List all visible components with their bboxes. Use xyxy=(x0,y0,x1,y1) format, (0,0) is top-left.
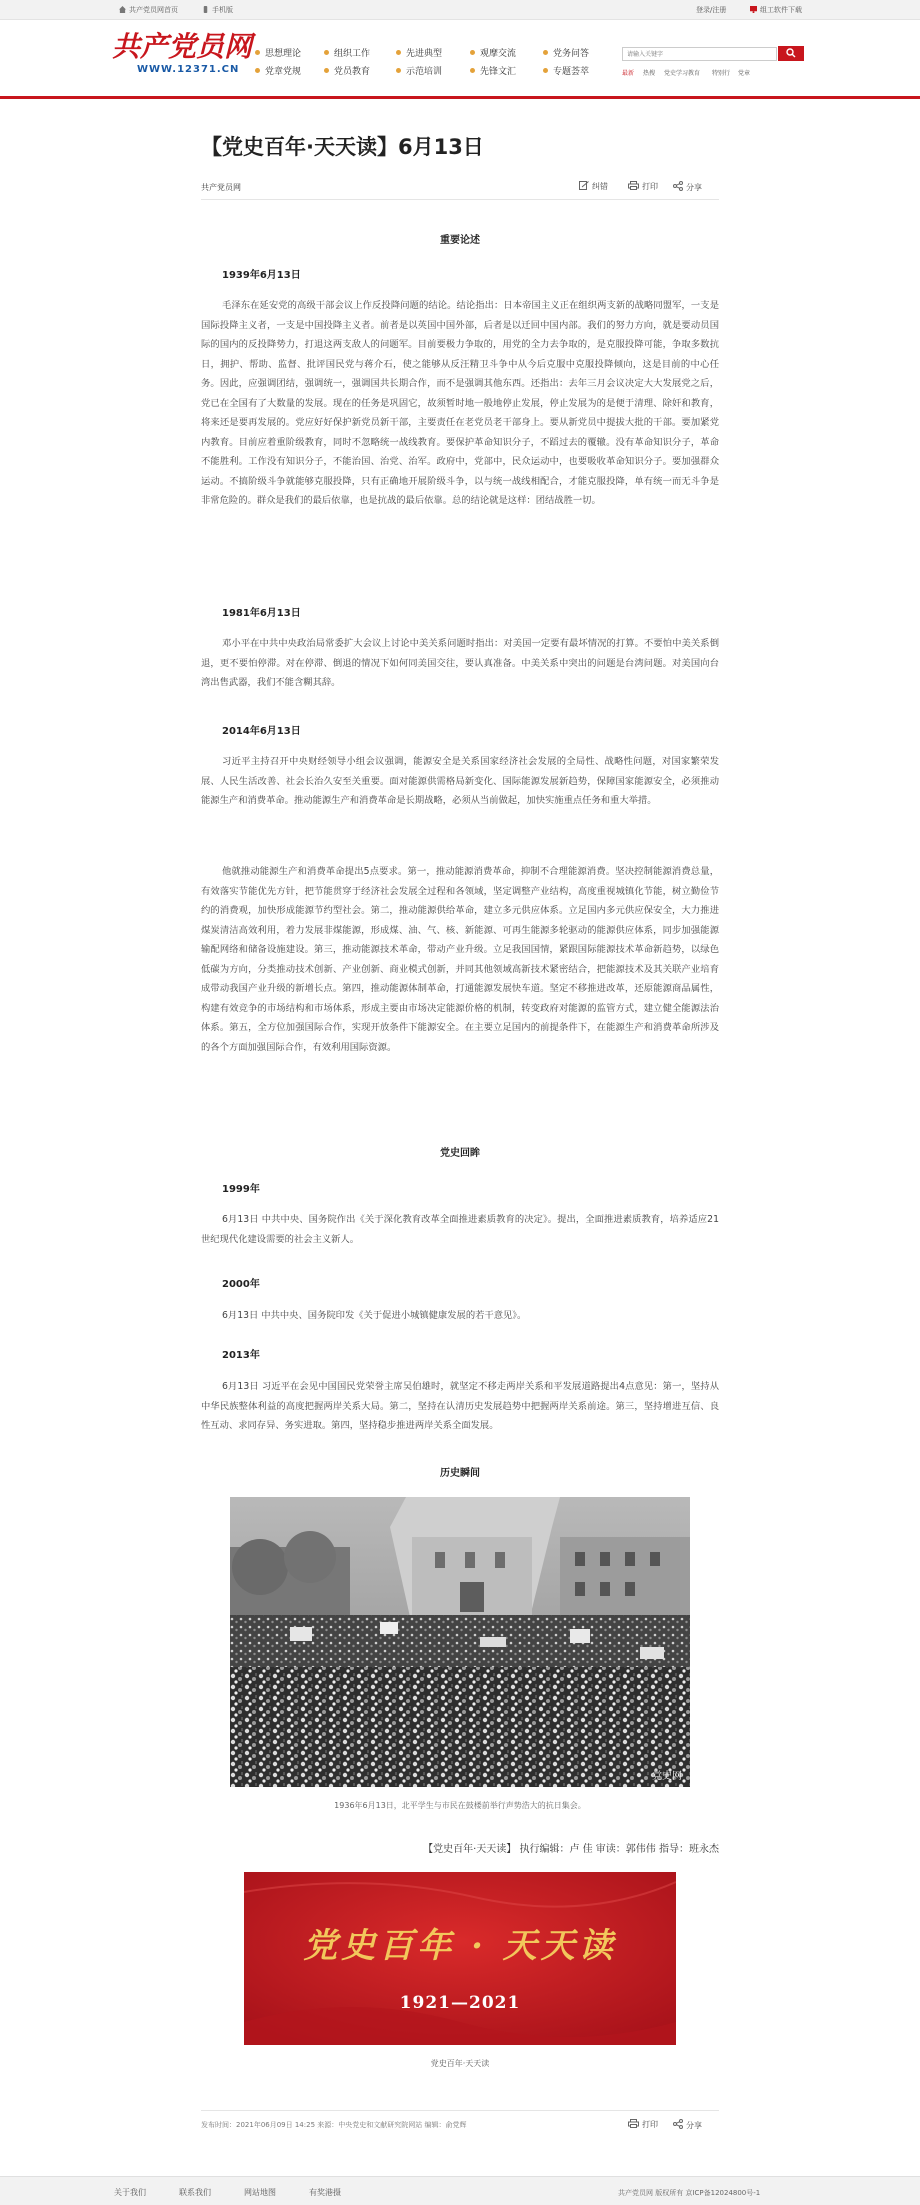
hot-word-1[interactable]: 热搜 xyxy=(643,70,656,77)
footer-link-report[interactable]: 有奖港摄 xyxy=(309,2188,341,2197)
nav-item-0[interactable] xyxy=(255,48,301,60)
date-heading: 2014年6月13日 xyxy=(222,726,301,737)
bottom-print-button[interactable] xyxy=(628,2119,658,2130)
date-heading: 1981年6月13日 xyxy=(222,608,301,619)
nav-label: 党章党规 xyxy=(265,67,302,77)
nav-label: 专题荟萃 xyxy=(553,67,590,77)
nav-bullet-icon xyxy=(324,68,329,73)
correct-button[interactable] xyxy=(579,181,608,192)
home-icon xyxy=(119,6,126,13)
paragraph: 6月13日 习近平在会见中国国民党荣誉主席吴伯雄时，就坚定不移走两岸关系和平发展道路提出4点意见：第一，坚持从中华民族整体利益的高度把握两岸关系大局。第二，坚持在认清历史发展趋势中把握两岸关系前途。第三，坚持增进互信、良性互动、求同存异、务实进取。第四，坚持稳步推进两岸关系全面发展。 xyxy=(201,1381,719,1431)
article-source: 共产党员网 xyxy=(201,183,241,192)
site-logo-url: WWW.12371.CN xyxy=(137,64,240,75)
print-button[interactable] xyxy=(628,181,658,192)
nav-label: 党员教育 xyxy=(334,67,371,77)
header-divider xyxy=(0,96,920,99)
hot-word-2[interactable]: 党史学习教育 xyxy=(664,70,701,77)
nav-item-2[interactable] xyxy=(396,48,442,60)
photo-watermark: 党史网 xyxy=(652,1771,682,1782)
nav-bullet-icon xyxy=(396,68,401,73)
footer-link-about[interactable]: 关于我们 xyxy=(114,2188,146,2197)
date-heading: 1939年6月13日 xyxy=(222,270,301,281)
top-bar xyxy=(0,0,920,20)
nav-item-9[interactable] xyxy=(543,66,589,78)
editor-credit: 【党史百年·天天读】 执行编辑：卢 佳 审读：郭伟伟 指导：班永杰 xyxy=(423,1844,719,1855)
banner-years: 1921—2021 xyxy=(399,1993,521,2013)
bottom-share-button[interactable] xyxy=(673,2119,702,2131)
hot-word-0[interactable]: 最新 xyxy=(622,70,635,77)
nav-bullet-icon xyxy=(324,50,329,55)
home-link-label: 共产党员网首页 xyxy=(129,6,178,14)
nav-label: 先进典型 xyxy=(406,49,443,59)
footer-copyright: 共产党员网 版权所有 京ICP备12024800号-1 xyxy=(618,2189,761,2197)
nav-bullet-icon xyxy=(396,50,401,55)
history-photo xyxy=(230,1497,690,1787)
bottom-divider xyxy=(201,2110,719,2111)
photo-caption: 1936年6月13日，北平学生与市民在鼓楼前举行声势浩大的抗日集会。 xyxy=(334,1801,586,1810)
nav-item-5[interactable] xyxy=(255,66,301,78)
publish-info: 发布时间：2021年06月09日 14:25 来源：中央党史和文献研究院网站 编辑：俞党辉 xyxy=(201,2121,467,2129)
nav-bullet-icon xyxy=(543,50,548,55)
paragraph: 邓小平在中共中央政治局常委扩大会议上讨论中美关系问题时指出：对美国一定要有最坏情况的打算。不要怕中美关系倒退，更不要怕停滞。对在停滞、倒退的情况下如何同美国交往，要认真准备。中美关系中突出的问题是台湾问题。对美国向台湾出售武器，我们不能含糊其辞。 xyxy=(201,638,719,688)
nav-bullet-icon xyxy=(543,68,548,73)
footer-link-sitemap[interactable]: 网站地图 xyxy=(244,2188,276,2197)
print-icon xyxy=(628,2119,639,2128)
search-icon xyxy=(786,48,796,58)
edit-icon xyxy=(579,181,589,190)
mobile-link[interactable] xyxy=(202,6,233,15)
nav-bullet-icon xyxy=(255,68,260,73)
meta-divider xyxy=(201,199,719,200)
series-banner xyxy=(244,1872,676,2045)
login-link[interactable]: 登录/注册 xyxy=(696,6,727,14)
hot-word-3[interactable]: 特别行 xyxy=(712,70,731,77)
nav-label: 组织工作 xyxy=(334,49,371,59)
share-label: 分享 xyxy=(686,183,702,192)
nav-bullet-icon xyxy=(255,50,260,55)
paragraph: 他就推动能源生产和消费革命提出5点要求。第一，推动能源消费革命，抑制不合理能源消费。坚决控制能源消费总量，有效落实节能优先方针，把节能贯穿于经济社会发展全过程和各领域，坚定调整产业结构，高度重视城镇化节能，树立勤俭节约的消费观，加快形成能源节约型社会。第二，推动能源供给革命，建立多元供应体系。立足国内多元供应保安全，大力推进煤炭清洁高效利用，着力发展非煤能源，形成煤、油、气、核、新能源、可再生能源多轮驱动的能源供应体系，同步加强能源输配网络和储备设施建设。第三，推动能源技术革命，带动产业升级。立足我国国情，紧跟国际能源技术革命新趋势，以绿色低碳为方向，分类推动技术创新、产业创新、商业模式创新，并同其他领域高新技术紧密结合，把能源技术及其关联产业培育成带动我国产业升级的新增长点。第四，推动能源体制革命，打通能源发展快车道。坚定不移推进改革，还原能源商品属性，构建有效竞争的市场结构和市场体系，形成主要由市场决定能源价格的机制，转变政府对能源的监管方式，建立健全能源法治体系。第五，全方位加强国际合作，实现开放条件下能源安全。在主要立足国内的前提条件下，在能源生产和消费革命所涉及的各个方面加强国际合作，有效利用国际资源。 xyxy=(201,866,719,1053)
print-icon xyxy=(628,181,639,190)
correct-label: 纠错 xyxy=(592,182,608,191)
client-download-label: 组工软件下载 xyxy=(760,6,802,14)
mobile-link-label: 手机版 xyxy=(212,6,233,14)
footer-link-contact[interactable]: 联系我们 xyxy=(179,2188,211,2197)
crowd-photo-illustration xyxy=(230,1497,690,1787)
date-heading: 2000年 xyxy=(222,1279,260,1290)
nav-item-7[interactable] xyxy=(396,66,442,78)
search-button[interactable] xyxy=(778,46,804,61)
nav-item-4[interactable] xyxy=(543,48,589,60)
hot-word-4[interactable]: 党章 xyxy=(738,70,751,77)
paragraph: 6月13日 中共中央、国务院作出《关于深化教育改革全面推进素质教育的决定》。提出，全面推进素质教育，培养适应21世纪现代化建设需要的社会主义新人。 xyxy=(201,1214,719,1245)
home-link[interactable] xyxy=(119,6,178,15)
nav-bullet-icon xyxy=(470,68,475,73)
date-heading: 1999年 xyxy=(222,1184,260,1195)
share-button[interactable] xyxy=(673,181,702,193)
section-title-review: 党史回眸 xyxy=(440,1148,480,1159)
paragraph: 6月13日 中共中央、国务院印发《关于促进小城镇健康发展的若干意见》。 xyxy=(222,1310,527,1321)
section-title-moment: 历史瞬间 xyxy=(440,1468,480,1479)
paragraph: 习近平主持召开中央财经领导小组会议强调，能源安全是关系国家经济社会发展的全局性、战略性问题，对国家繁荣发展、人民生活改善、社会长治久安至关重要。面对能源供需格局新变化、国际能源发展新趋势，保障国家能源安全，必须推动能源生产和消费革命。推动能源生产和消费革命是长期战略，必须从当前做起，加快实施重点任务和重大举措。 xyxy=(201,756,719,806)
computer-icon xyxy=(750,6,757,13)
mobile-icon xyxy=(202,6,209,13)
site-logo[interactable]: 共产党员网 xyxy=(112,30,253,63)
site-footer xyxy=(0,2176,920,2205)
nav-label: 示范培训 xyxy=(406,67,443,77)
nav-label: 观摩交流 xyxy=(480,49,517,59)
nav-label: 先锋文汇 xyxy=(480,67,517,77)
nav-item-1[interactable] xyxy=(324,48,370,60)
nav-item-3[interactable] xyxy=(470,48,516,60)
print-label: 打印 xyxy=(642,2120,658,2129)
share-icon xyxy=(673,181,683,191)
share-icon xyxy=(673,2119,683,2129)
section-title-important: 重要论述 xyxy=(440,235,480,246)
paragraph: 毛泽东在延安党的高级干部会议上作反投降问题的结论。结论指出：日本帝国主义正在组织两支新的战略同盟军，一支是国际投降主义者，一支是中国投降主义者。前者是以英国中国外部，后者是以迁回中国内部。我们的努力方向，就是要动员国际的国内的反投降势力，打退这两支敌人的问题军。目前要极力争取的，用党的全力去争取的，是克服投降可能，争取多数抗日，拥护、帮助、监督、批评国民党与蒋介石，使之能够从反汪精卫斗争中从今后克服中克服投降倾向，这是目前的中心任务。因此，应强调团结，强调统一，强调国共长期合作，而不是强调其他东西。还指出：去年三月会议决定大大发展党之后，党已在全国有了大数量的发展。现在的任务是巩固它，故须暂时地一般地停止发展，停止发展为的是便于清理、除奸和教育，将来还是要再发展的。党应好好保护新党员新干部，主要责任在老党员老干部身上。要从新党员中提拔大批的干部。要加紧党内教育。目前应着重阶级教育，同时不忽略统一战线教育。要保护革命知识分子，不蹈过去的覆辙。没有革命知识分子，革命不能胜利。工作没有知识分子，不能治国、治党、治军。政府中，党部中，民众运动中，也要吸收革命知识分子。要加强群众运动。不搞阶级斗争就能够克服投降，只有正确地开展阶级斗争，以与统一战线相配合，才能克服投降，单有统一而无斗争是非常危险的。群众是我们的最后依靠，也是抗战的最后依靠。总的结论就是这样：团结战胜一切。 xyxy=(201,300,719,506)
nav-label: 党务问答 xyxy=(553,49,590,59)
nav-item-8[interactable] xyxy=(470,66,516,78)
client-download-link[interactable] xyxy=(750,6,802,15)
banner-caption: 党史百年·天天读 xyxy=(430,2059,490,2068)
banner-title: 党史百年 · 天天读 xyxy=(303,1926,617,1966)
date-heading: 2013年 xyxy=(222,1350,260,1361)
nav-label: 思想理论 xyxy=(265,49,302,59)
share-label: 分享 xyxy=(686,2121,702,2130)
nav-item-6[interactable] xyxy=(324,66,370,78)
page-title: 【党史百年·天天读】6月13日 xyxy=(201,135,484,159)
search-input[interactable] xyxy=(622,47,777,61)
nav-bullet-icon xyxy=(470,50,475,55)
print-label: 打印 xyxy=(642,182,658,191)
